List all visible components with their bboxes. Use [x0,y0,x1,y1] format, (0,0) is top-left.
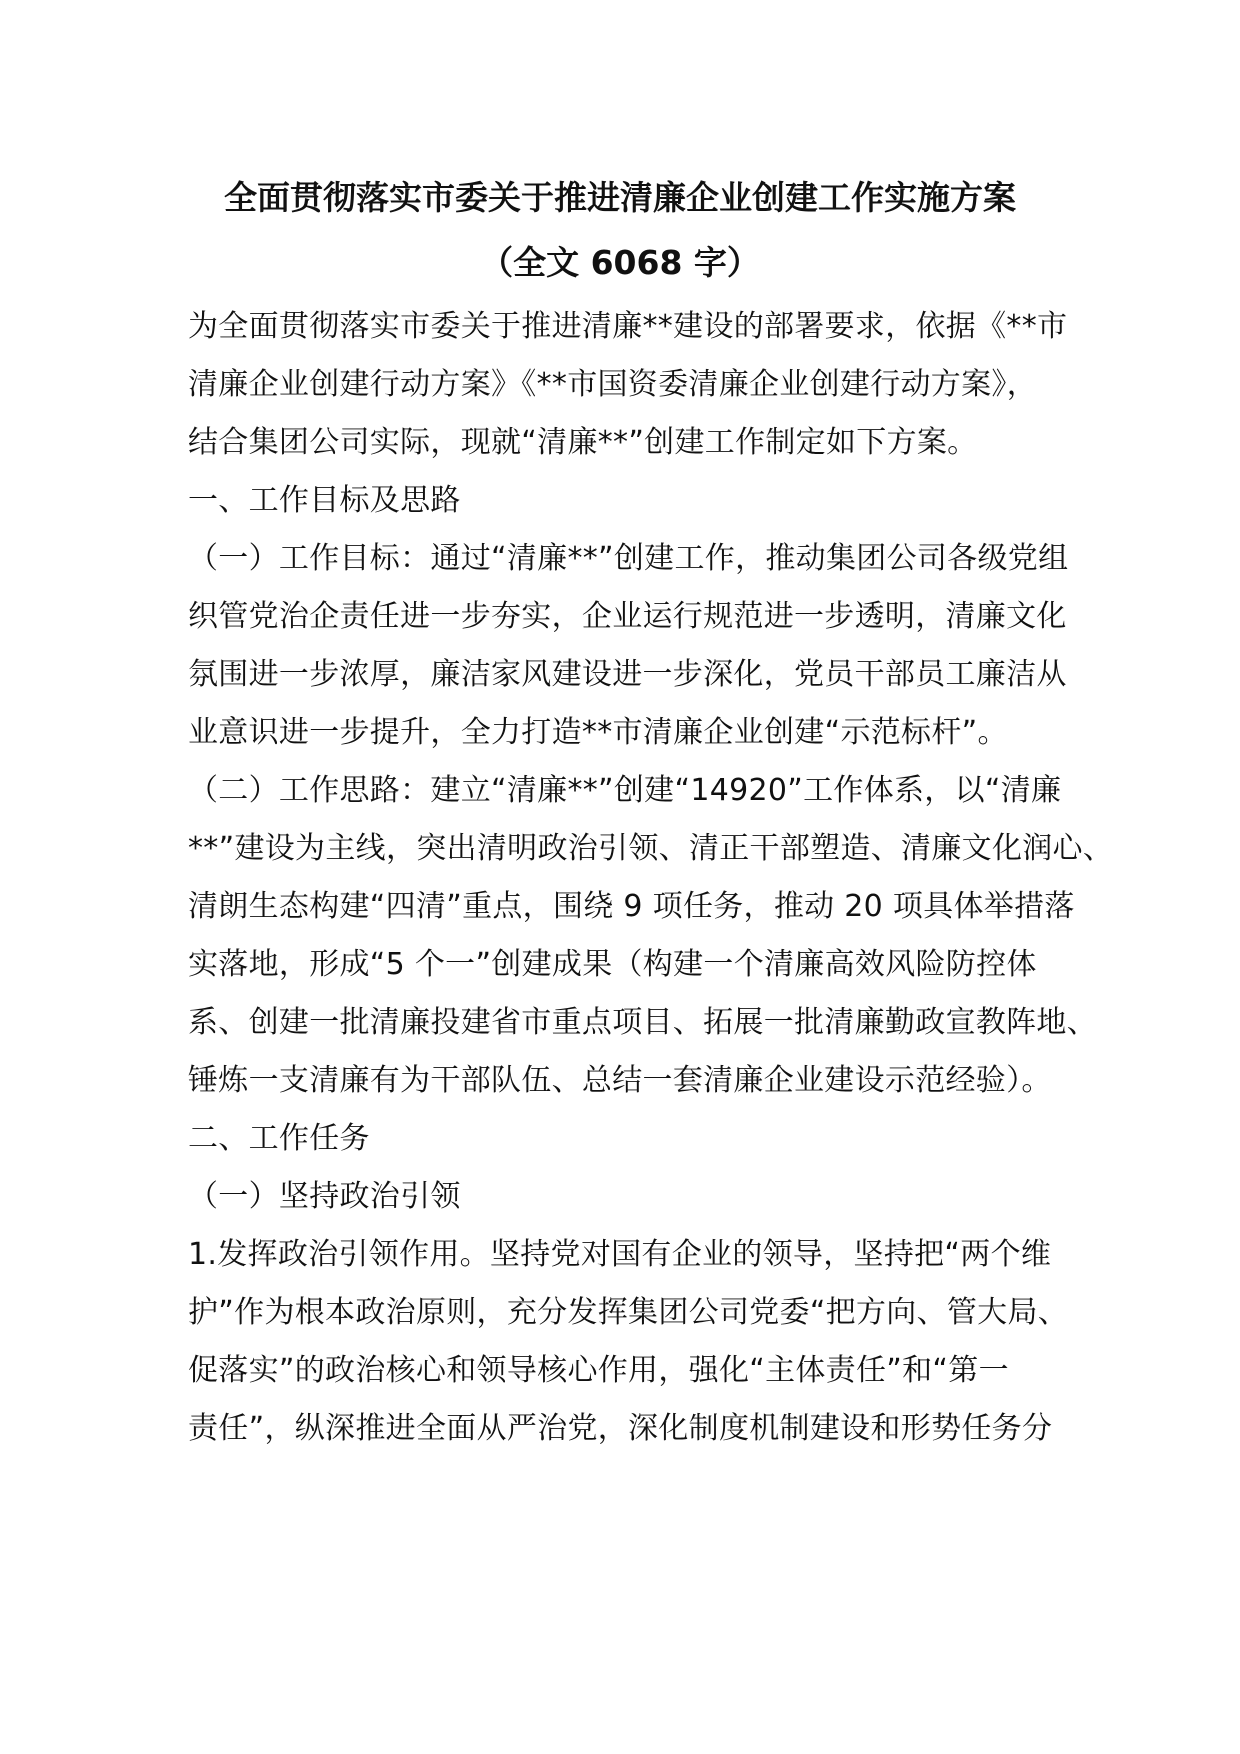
section-heading: 二、工作任务 [188,1121,370,1156]
paragraph-line: （二）工作思路：建立“清廉**”创建“14920”工作体系，以“清廉 [188,773,1062,808]
paragraph-line: 氛围进一步浓厚，廉洁家风建设进一步深化，党员干部员工廉洁从 [188,657,1067,692]
section-heading: 一、工作目标及思路 [188,483,461,518]
paragraph-line: 锤炼一支清廉有为干部队伍、总结一套清廉企业建设示范经验）。 [188,1063,1052,1098]
paragraph-line: 实落地，形成“5 个一”创建成果（构建一个清廉高效风险防控体 [188,947,1037,982]
paragraph-line: 护”作为根本政治原则，充分发挥集团公司党委“把方向、管大局、 [188,1295,1069,1330]
paragraph-line: 织管党治企责任进一步夯实，企业运行规范进一步透明，清廉文化 [188,599,1067,634]
paragraph-line: 系、创建一批清廉投建省市重点项目、拓展一批清廉勤政宣教阵地、 [188,1005,1097,1040]
paragraph-line: （一）工作目标：通过“清廉**”创建工作，推动集团公司各级党组 [188,541,1069,576]
paragraph-line: 责任”，纵深推进全面从严治党，深化制度机制建设和形势任务分 [188,1411,1053,1446]
paragraph-line: 促落实”的政治核心和领导核心作用，强化“主体责任”和“第一 [188,1353,1009,1388]
paragraph-line: 1.发挥政治引领作用。坚持党对国有企业的领导，坚持把“两个维 [188,1237,1052,1272]
paragraph-line: 业意识进一步提升，全力打造**市清廉企业创建“示范标杆”。 [188,715,1008,750]
paragraph-line: **”建设为主线，突出清明政治引领、清正干部塑造、清廉文化润心、 [188,831,1114,866]
paragraph-line: 结合集团公司实际，现就“清廉**”创建工作制定如下方案。 [188,425,978,460]
subsection-heading: （一）坚持政治引领 [188,1179,461,1214]
document-title: 全面贯彻落实市委关于推进清廉企业创建工作实施方案 [224,178,1016,217]
paragraph-line: 清廉企业创建行动方案》《**市国资委清廉企业创建行动方案》， [188,367,1037,402]
paragraph-line: 为全面贯彻落实市委关于推进清廉**建设的部署要求，依据《**市 [188,309,1068,344]
paragraph-line: 清朗生态构建“四清”重点，围绕 9 项任务，推动 20 项具体举措落 [188,889,1075,924]
document-subtitle: （全文 6068 字） [480,243,760,282]
